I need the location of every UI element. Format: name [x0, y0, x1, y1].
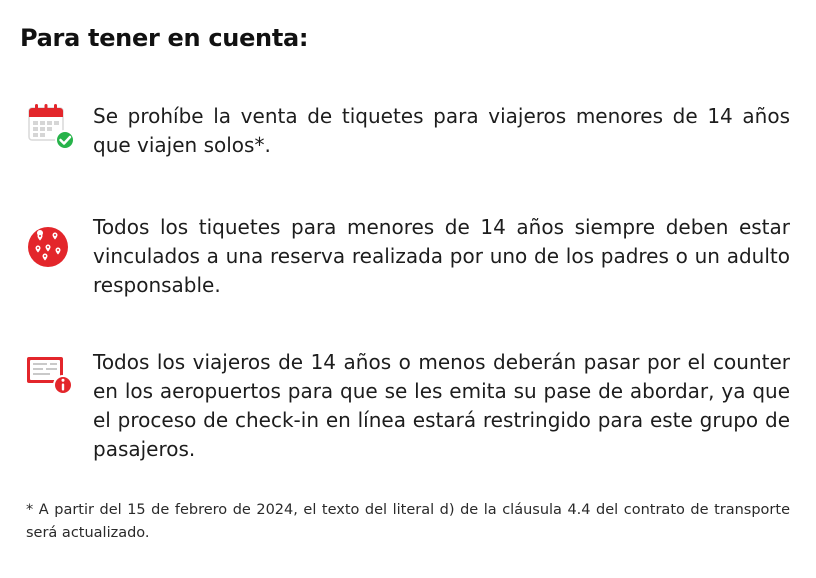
footnote: * A partir del 15 de febrero de 2024, el texto del literal d) de la cláusula 4.4 del contrato de transporte será actualizado.	[26, 502, 790, 541]
page-title: Para tener en cuenta:	[20, 24, 309, 52]
notice-text: Se prohíbe la venta de tiquetes para viajeros menores de 14 años que viajen solos*.	[93, 104, 790, 157]
notice-text: Todos los tiquetes para menores de 14 años siempre deben estar vinculados a una reserva realizada por uno de los padres o un adulto responsable.	[93, 215, 790, 297]
calendar-check-icon	[26, 102, 76, 152]
ticket-info-icon	[26, 352, 76, 402]
notice-text: Todos los viajeros de 14 años o menos deberán pasar por el counter en los aeropuertos para que se les emita su pase de abordar, ya que el proceso de check-in en línea estará restringido para este grupo de pasajeros.	[93, 350, 790, 461]
map-pins-circle-icon	[26, 223, 76, 273]
